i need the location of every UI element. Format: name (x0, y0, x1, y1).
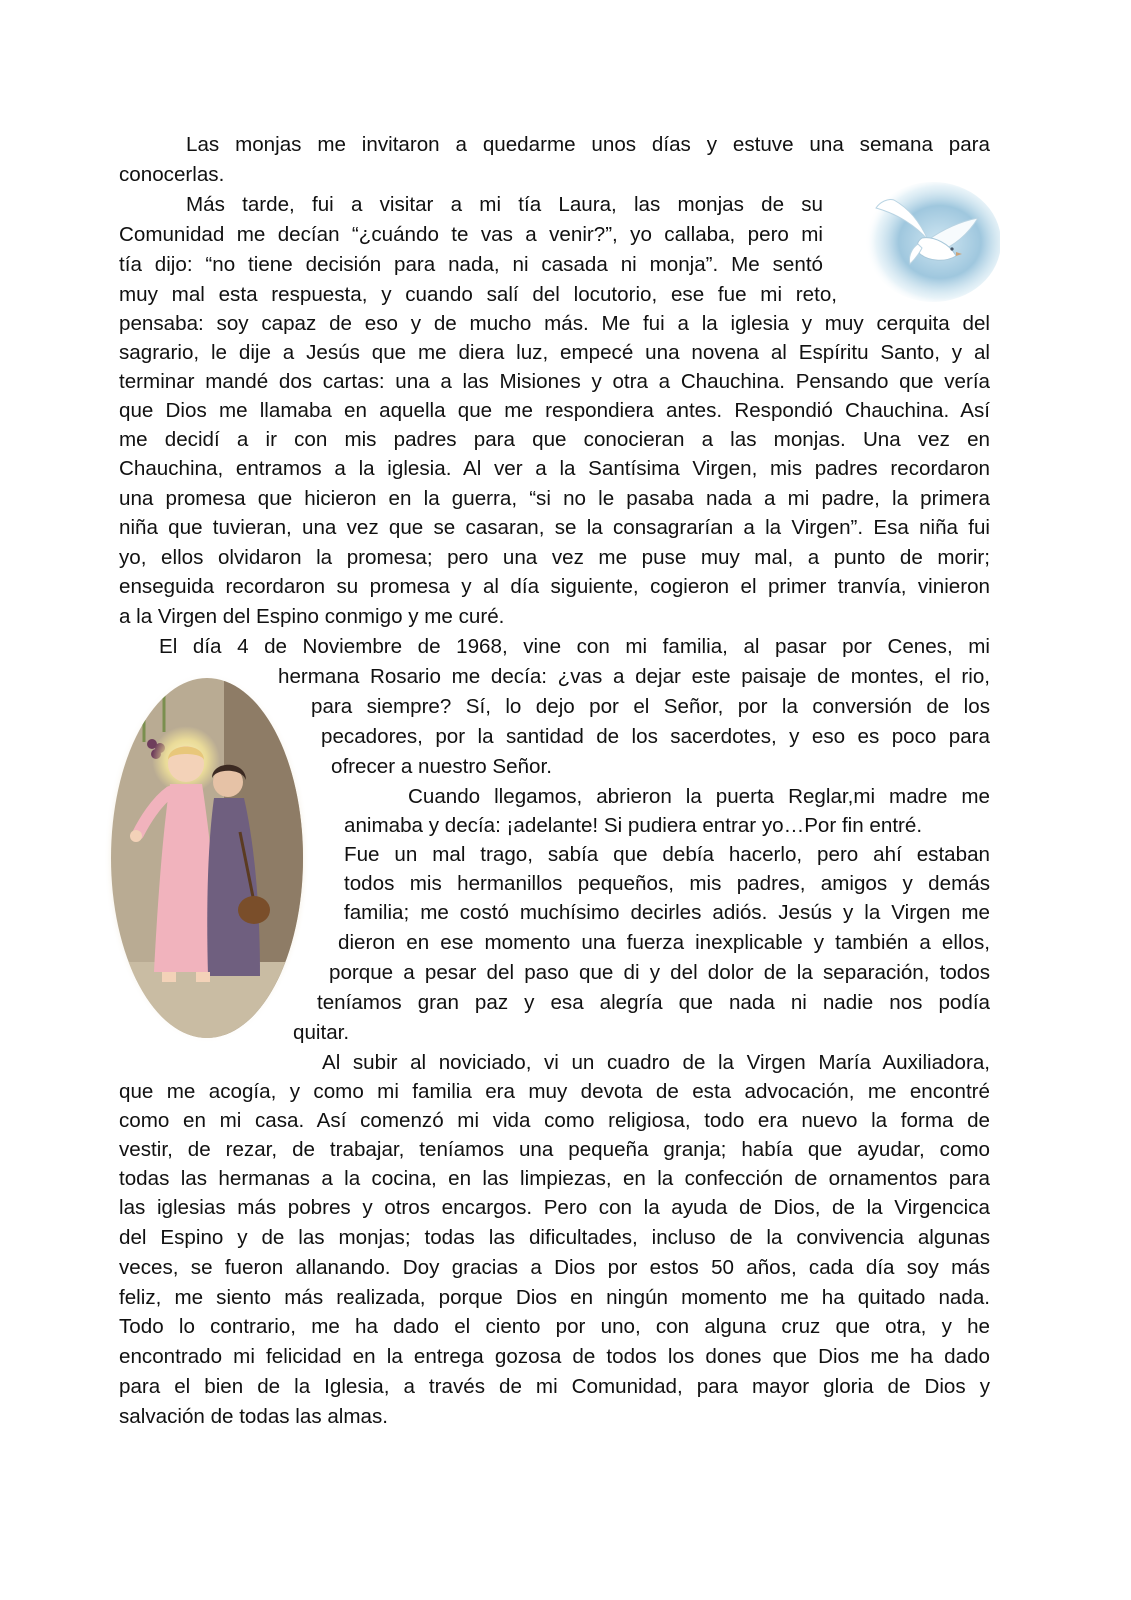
text-line: para siempre? Sí, lo dejo por el Señor, por la conversión de los (311, 695, 990, 718)
text-line: las iglesias más pobres y otros encargos. Pero con la ayuda de Dios, de la Virgencica (119, 1196, 990, 1219)
text-line: me decidí a ir con mis padres para que conocieran a las monjas. Una vez en (119, 428, 990, 451)
text-line: muy mal esta respuesta, y cuando salí del locutorio, ese fue mi reto, (119, 283, 837, 306)
text-line: hermana Rosario me decía: ¿vas a dejar este paisaje de montes, el rio, (278, 665, 990, 688)
text-line: enseguida recordaron su promesa y al día siguiente, cogieron el primer tranvía, vinieron (119, 575, 990, 598)
text-line: El día 4 de Noviembre de 1968, vine con mi familia, al pasar por Cenes, mi (159, 635, 990, 658)
text-line: Fue un mal trago, sabía que debía hacerlo, pero ahí estaban (344, 843, 990, 866)
text-line: porque a pesar del paso que di y del dolor de la separación, todos (329, 961, 990, 984)
text-line: teníamos gran paz y esa alegría que nada ni nadie nos podía (317, 991, 990, 1014)
text-line: Todo lo contrario, me ha dado el ciento por uno, con alguna cruz que otra, y he (119, 1315, 990, 1338)
text-line: tía dijo: “no tiene decisión para nada, ni casada ni monja”. Me sentó (119, 253, 823, 276)
text-line: quitar. (293, 1021, 350, 1044)
text-line: salvación de todas las almas. (119, 1405, 389, 1428)
text-line: veces, se fueron allanando. Doy gracias a Dios por estos 50 años, cada día soy más (119, 1256, 990, 1279)
text-line: una promesa que hicieron en la guerra, “si no le pasaba nada a mi padre, la primera (119, 487, 990, 510)
text-line: encontrado mi felicidad en la entrega gozosa de todos los dones que Dios me ha dado (119, 1345, 990, 1368)
text-line: todos mis hermanillos pequeños, mis padres, amigos y demás (344, 872, 990, 895)
text-line: dieron en ese momento una fuerza inexplicable y también a ellos, (338, 931, 990, 954)
text-line: del Espino y de las monjas; todas las dificultades, incluso de la convivencia algunas (119, 1226, 990, 1249)
text-line: conocerlas. (119, 163, 225, 186)
text-line: Las monjas me invitaron a quedarme unos días y estuve una semana para (186, 133, 990, 156)
text-line: como en mi casa. Así comenzó mi vida como religiosa, todo era nuevo la forma de (119, 1109, 990, 1132)
text-line: feliz, me siento más realizada, porque Dios en ningún momento me ha quitado nada. (119, 1286, 990, 1309)
text-line: sagrario, le dije a Jesús que me diera luz, empecé una novena al Espíritu Santo, y al (119, 341, 990, 364)
text-line: pecadores, por la santidad de los sacerdotes, y eso es poco para (321, 725, 990, 748)
text-line: niña que tuvieran, una vez que se casaran, se la consagrarían a la Virgen”. Esa niña fui (119, 516, 990, 539)
text-line: familia; me costó muchísimo decirles adiós. Jesús y la Virgen me (344, 901, 990, 924)
text-line: que Dios me llamaba en aquella que me respondiera antes. Respondió Chauchina. Así (119, 399, 990, 422)
text-line: vestir, de rezar, de trabajar, teníamos una pequeña granja; había que ayudar, como (119, 1138, 990, 1161)
text-line: animaba y decía: ¡adelante! Si pudiera entrar yo…Por fin entré. (344, 814, 923, 837)
text-line: todas las hermanas a la cocina, en las limpiezas, en la confección de ornamentos para (119, 1167, 990, 1190)
dove-illustration (858, 178, 1000, 306)
text-line: ofrecer a nuestro Señor. (331, 755, 552, 778)
text-line: para el bien de la Iglesia, a través de mi Comunidad, para mayor gloria de Dios y (119, 1375, 990, 1398)
text-line: a la Virgen del Espino conmigo y me curé. (119, 605, 505, 628)
text-line: Al subir al noviciado, vi un cuadro de la Virgen María Auxiliadora, (322, 1051, 990, 1074)
text-line: Cuando llegamos, abrieron la puerta Reglar,mi madre me (408, 785, 990, 808)
text-line: Más tarde, fui a visitar a mi tía Laura, las monjas de su (186, 193, 823, 216)
text-line: que me acogía, y como mi familia era muy devota de esta advocación, me encontré (119, 1080, 990, 1103)
text-line: Comunidad me decían “¿cuándo te vas a venir?”, yo callaba, pero mi (119, 223, 823, 246)
text-line: terminar mandé dos cartas: una a las Misiones y otra a Chauchina. Pensando que vería (119, 370, 990, 393)
text-line: yo, ellos olvidaron la promesa; pero una vez me puse muy mal, a punto de morir; (119, 546, 990, 569)
text-line: Chauchina, entramos a la iglesia. Al ver a la Santísima Virgen, mis padres recordaron (119, 457, 990, 480)
text-line: pensaba: soy capaz de eso y de mucho más. Me fui a la iglesia y muy cerquita del (119, 312, 990, 335)
child-jesus-oval-vignette (104, 672, 310, 1044)
